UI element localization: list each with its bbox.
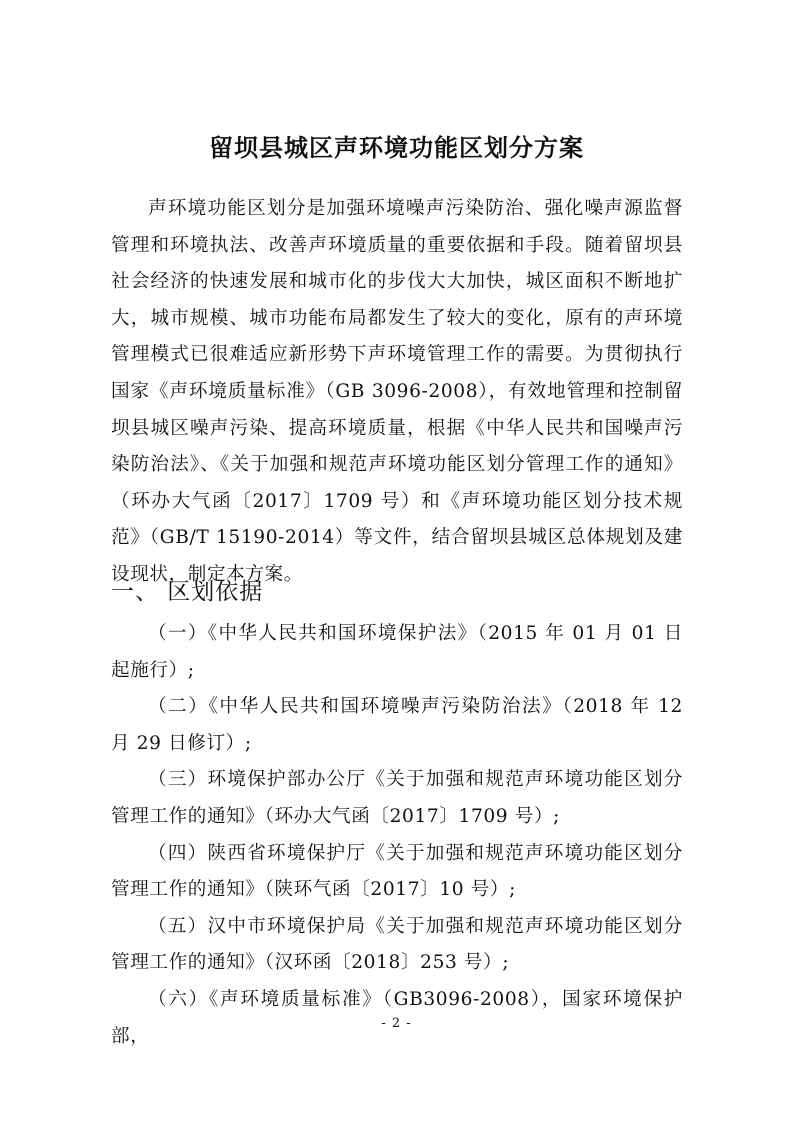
basis-list bbox=[111, 616, 683, 1055]
list-item: （一）《中华人民共和国环境保护法》（2015 年 01 月 01 日起施行）; bbox=[111, 623, 683, 681]
list-item: （二）《中华人民共和国环境噪声污染防治法》（2018 年 12 月 29 日修订）; bbox=[111, 696, 683, 754]
page-number: - 2 - bbox=[381, 1016, 412, 1031]
list-item: （五）汉中市环境保护局《关于加强和规范声环境功能区划分管理工作的通知》（汉环函〔2018〕253 号）; bbox=[111, 915, 683, 974]
intro-paragraph: 声环境功能区划分是加强环境噪声污染防治、强化噪声源监督管理和环境执法、改善声环境质量的重要依据和手段。随着留坝县社会经济的快速发展和城市化的步伐大大加快，城区面积不断地扩大，城市规模、城市功能布局都发生了较大的变化，原有的声环境管理模式已很难适应新形势下声环境管理工作的需要。为贯彻执行国家《声环境质量标准》（GB 3096-2008），有效地管理和控制留坝县城区噪声污染、提高环境质量，根据《中华人民共和国噪声污染防治法》、《关于加强和规范声环境功能区划分管理工作的通知》（环办大气函〔2017〕1709 号）和《声环境功能区划分技术规范》（GB/T 15190-2014）等文件，结合留坝县城区总体规划及建设现状，制定本方案。 bbox=[111, 198, 683, 585]
document-title: 留坝县城区声环境功能区划分方案 bbox=[209, 134, 584, 162]
list-item: （四）陕西省环境保护厅《关于加强和规范声环境功能区划分管理工作的通知》（陕环气函〔2017〕10 号）; bbox=[111, 842, 683, 901]
section-heading: 一、 区划依据 bbox=[111, 579, 264, 605]
list-item: （三）环境保护部办公厅《关于加强和规范声环境功能区划分管理工作的通知》（环办大气函〔2017〕1709 号）; bbox=[111, 769, 683, 827]
list-item: （六）《声环境质量标准》（GB3096-2008），国家环境保护部， bbox=[111, 988, 683, 1047]
